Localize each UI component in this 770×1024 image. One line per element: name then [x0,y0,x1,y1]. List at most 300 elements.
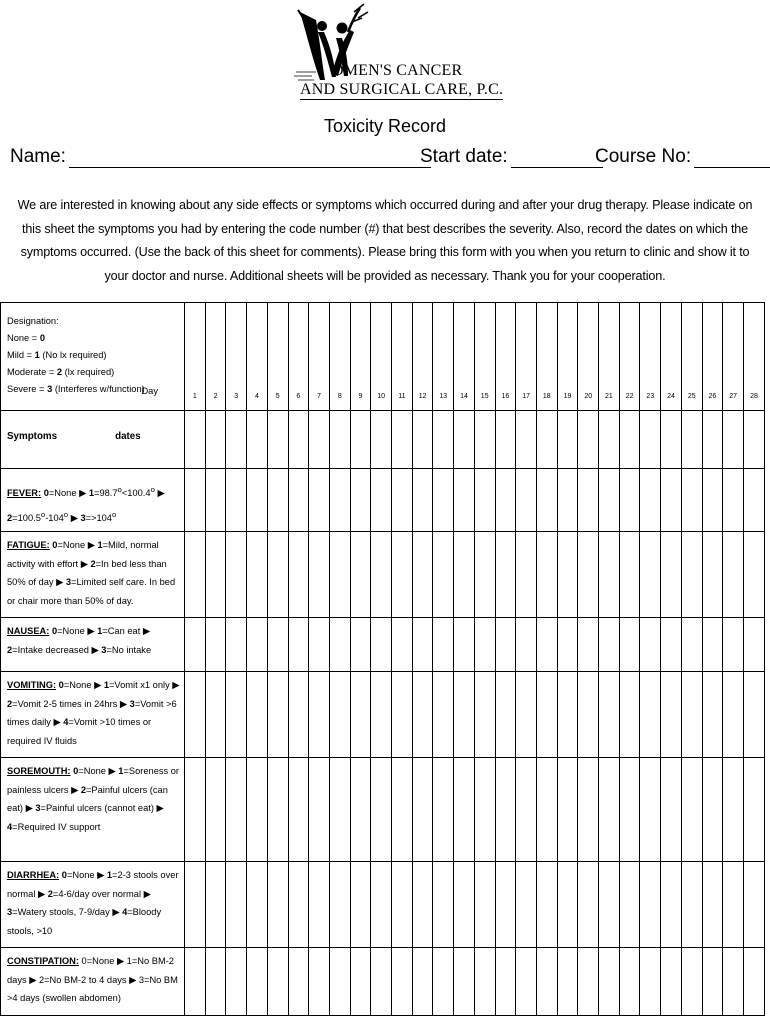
designation-code: 2 [56,367,63,377]
severity-entry-cell[interactable] [578,862,599,948]
symptom-name: VOMITING: [7,680,57,691]
instructions-paragraph: We are interested in knowing about any side effects or symptoms which occurred during and after your drug therapy. Please indicate on this sheet the symptoms you had by entering the code number (#) that best describes the severity. Also, record the dates on which the symptoms occurred. (Use the back of this sheet for comments). Please bring this form with you when you return to clinic and show it to your doctor and nurse. Additional sheets will be provided as necessary. Thank you for your cooperation. [17,198,753,283]
severity-entry-cell[interactable] [681,672,702,758]
severity-entry-cell[interactable] [743,672,764,758]
severity-entry-cell[interactable] [185,948,206,1016]
severity-entry-cell[interactable] [640,532,661,618]
severity-entry-cell[interactable] [702,862,723,948]
date-entry-cell[interactable] [516,411,537,469]
severity-entry-cell[interactable] [661,532,682,618]
severity-entry-cell[interactable] [495,532,516,618]
designation-note: (lx required) [62,367,115,377]
date-entry-cell[interactable] [578,411,599,469]
severity-entry-cell[interactable] [743,758,764,862]
day-column-header: 27 [723,303,744,411]
severity-entry-cell[interactable] [495,618,516,672]
severity-entry-cell[interactable] [350,532,371,618]
date-entry-cell[interactable] [702,411,723,469]
date-entry-cell[interactable] [371,411,392,469]
severity-entry-cell[interactable] [681,532,702,618]
symptom-name: SOREMOUTH: [7,766,71,777]
severity-entry-cell[interactable] [309,532,330,618]
severity-entry-cell[interactable] [412,948,433,1016]
symptom-row-soremouth [1,758,765,862]
severity-entry-cell[interactable] [495,948,516,1016]
day-column-header: 3 [226,303,247,411]
date-entry-cell[interactable] [619,411,640,469]
severity-entry-cell[interactable] [474,948,495,1016]
symptom-row-diarrhea [1,862,765,948]
severity-entry-cell[interactable] [309,672,330,758]
severity-entry-cell[interactable] [288,948,309,1016]
designation-line [7,347,180,364]
date-entry-cell[interactable] [247,411,268,469]
severity-entry-cell[interactable] [392,862,413,948]
severity-entry-cell[interactable] [578,469,599,532]
severity-entry-cell[interactable] [226,948,247,1016]
severity-entry-cell[interactable] [681,758,702,862]
severity-entry-cell[interactable] [226,532,247,618]
severity-entry-cell[interactable] [599,948,620,1016]
date-entry-cell[interactable] [267,411,288,469]
severity-entry-cell[interactable] [557,532,578,618]
severity-entry-cell[interactable] [247,948,268,1016]
day-column-header: 4 [247,303,268,411]
severity-entry-cell[interactable] [392,758,413,862]
symptom-name: CONSTIPATION: [7,956,79,967]
day-column-header: 28 [743,303,764,411]
severity-entry-cell[interactable] [702,672,723,758]
severity-entry-cell[interactable] [433,469,454,532]
severity-entry-cell[interactable] [681,469,702,532]
day-column-header: 14 [454,303,475,411]
day-column-header: 18 [536,303,557,411]
severity-entry-cell[interactable] [288,862,309,948]
severity-entry-cell[interactable] [578,618,599,672]
day-column-header: 23 [640,303,661,411]
date-entry-cell[interactable] [226,411,247,469]
severity-entry-cell[interactable] [516,618,537,672]
severity-entry-cell[interactable] [723,758,744,862]
severity-entry-cell[interactable] [205,948,226,1016]
severity-entry-cell[interactable] [185,469,206,532]
severity-entry-cell[interactable] [723,672,744,758]
severity-entry-cell[interactable] [329,672,350,758]
severity-entry-cell[interactable] [474,758,495,862]
start-date-input-line[interactable] [511,149,603,168]
symptom-row-constipation [1,948,765,1016]
severity-entry-cell[interactable] [681,862,702,948]
severity-entry-cell[interactable] [536,862,557,948]
severity-entry-cell[interactable] [454,618,475,672]
severity-entry-cell[interactable] [640,618,661,672]
date-entry-cell[interactable] [412,411,433,469]
day-column-header: 9 [350,303,371,411]
severity-entry-cell[interactable] [640,469,661,532]
severity-entry-cell[interactable] [578,758,599,862]
severity-entry-cell[interactable] [702,758,723,862]
severity-entry-cell[interactable] [640,758,661,862]
severity-entry-cell[interactable] [412,672,433,758]
severity-entry-cell[interactable] [702,469,723,532]
severity-entry-cell[interactable] [557,469,578,532]
severity-entry-cell[interactable] [433,862,454,948]
severity-entry-cell[interactable] [329,862,350,948]
day-column-header: 16 [495,303,516,411]
severity-entry-cell[interactable] [309,618,330,672]
severity-entry-cell[interactable] [578,948,599,1016]
date-entry-cell[interactable] [536,411,557,469]
severity-entry-cell[interactable] [619,532,640,618]
start-date-label: Start date: [420,146,508,167]
severity-entry-cell[interactable] [185,618,206,672]
severity-entry-cell[interactable] [267,948,288,1016]
severity-entry-cell[interactable] [619,469,640,532]
symptom-name: NAUSEA: [7,626,50,637]
severity-entry-cell[interactable] [350,758,371,862]
severity-entry-cell[interactable] [433,618,454,672]
severity-entry-cell[interactable] [433,672,454,758]
severity-entry-cell[interactable] [226,758,247,862]
date-entry-cell[interactable] [454,411,475,469]
symptom-row-fever [1,469,765,532]
severity-entry-cell[interactable] [226,672,247,758]
day-column-header: 8 [329,303,350,411]
date-entry-cell[interactable] [640,411,661,469]
designation-code: 0 [39,333,45,343]
designation-code: 1 [34,350,40,360]
day-column-header: 13 [433,303,454,411]
date-entry-cell[interactable] [433,411,454,469]
severity-entry-cell[interactable] [267,862,288,948]
date-entry-cell[interactable] [743,411,764,469]
severity-entry-cell[interactable] [619,862,640,948]
day-column-header: 7 [309,303,330,411]
severity-entry-cell[interactable] [619,948,640,1016]
severity-entry-cell[interactable] [723,862,744,948]
symptom-row-fatigue [1,532,765,618]
symptom-row-nausea [1,618,765,672]
severity-entry-cell[interactable] [702,948,723,1016]
severity-entry-cell[interactable] [350,618,371,672]
symptom-row-vomiting [1,672,765,758]
severity-entry-cell[interactable] [371,469,392,532]
severity-entry-cell[interactable] [495,672,516,758]
severity-entry-cell[interactable] [288,532,309,618]
severity-entry-cell[interactable] [371,948,392,1016]
severity-entry-cell[interactable] [619,758,640,862]
severity-entry-cell[interactable] [599,758,620,862]
severity-entry-cell[interactable] [661,758,682,862]
severity-entry-cell[interactable] [702,618,723,672]
severity-entry-cell[interactable] [536,672,557,758]
designation-code: 3 [47,384,53,394]
severity-entry-cell[interactable] [433,758,454,862]
severity-entry-cell[interactable] [474,672,495,758]
severity-entry-cell[interactable] [640,862,661,948]
designation-label: None = [7,333,40,343]
severity-entry-cell[interactable] [205,862,226,948]
severity-entry-cell[interactable] [392,532,413,618]
dates-header-label: dates [115,431,141,442]
severity-entry-cell[interactable] [185,862,206,948]
severity-entry-cell[interactable] [661,469,682,532]
severity-entry-cell[interactable] [205,469,226,532]
course-no-field[interactable] [595,146,770,168]
severity-entry-cell[interactable] [516,672,537,758]
severity-entry-cell[interactable] [640,672,661,758]
severity-entry-cell[interactable] [329,618,350,672]
severity-entry-cell[interactable] [247,672,268,758]
date-entry-cell[interactable] [661,411,682,469]
symptom-scale: 0=None ▶ 1=Vomit x1 only ▶ 2=Vomit 2-5 times in 24hrs ▶ 3=Vomit >6 times daily ▶ 4=Vomit >10 times or required IV fluids [7,680,180,746]
severity-entry-cell[interactable] [433,948,454,1016]
severity-entry-cell[interactable] [371,618,392,672]
day-column-header: 26 [702,303,723,411]
severity-entry-cell[interactable] [371,532,392,618]
severity-entry-cell[interactable] [371,862,392,948]
severity-entry-cell[interactable] [578,672,599,758]
severity-entry-cell[interactable] [454,948,475,1016]
severity-entry-cell[interactable] [185,532,206,618]
start-date-field[interactable] [420,146,603,168]
severity-entry-cell[interactable] [516,469,537,532]
severity-entry-cell[interactable] [267,618,288,672]
day-column-header: 15 [474,303,495,411]
severity-entry-cell[interactable] [412,469,433,532]
severity-entry-cell[interactable] [226,469,247,532]
designation-note: (No lx required) [39,350,107,360]
severity-entry-cell[interactable] [309,469,330,532]
severity-entry-cell[interactable] [247,862,268,948]
severity-entry-cell[interactable] [454,862,475,948]
designation-line [7,330,180,347]
symptoms-header-cell [1,411,185,469]
severity-entry-cell[interactable] [267,532,288,618]
severity-entry-cell[interactable] [205,758,226,862]
day-column-header: 21 [599,303,620,411]
date-entry-cell[interactable] [288,411,309,469]
severity-entry-cell[interactable] [185,672,206,758]
severity-entry-cell[interactable] [392,618,413,672]
severity-entry-cell[interactable] [619,672,640,758]
severity-entry-cell[interactable] [329,948,350,1016]
severity-entry-cell[interactable] [267,758,288,862]
severity-entry-cell[interactable] [619,618,640,672]
severity-entry-cell[interactable] [309,758,330,862]
date-entry-cell[interactable] [392,411,413,469]
severity-entry-cell[interactable] [371,758,392,862]
severity-entry-cell[interactable] [371,672,392,758]
severity-entry-cell[interactable] [454,672,475,758]
date-entry-cell[interactable] [350,411,371,469]
severity-entry-cell[interactable] [743,862,764,948]
severity-entry-cell[interactable] [516,948,537,1016]
severity-entry-cell[interactable] [516,758,537,862]
severity-entry-cell[interactable] [661,948,682,1016]
severity-entry-cell[interactable] [557,948,578,1016]
date-entry-cell[interactable] [557,411,578,469]
severity-entry-cell[interactable] [392,469,413,532]
severity-entry-cell[interactable] [536,758,557,862]
severity-entry-cell[interactable] [267,672,288,758]
designation-label: Moderate = [7,367,57,377]
severity-entry-cell[interactable] [743,948,764,1016]
symptom-scale: 0=None ▶ 1=2-3 stools over normal ▶ 2=4-6/day over normal ▶ 3=Watery stools, 7-9/day ▶ 4=Bloody stools, >10 [7,870,179,936]
date-entry-cell[interactable] [205,411,226,469]
name-label: Name: [10,146,66,167]
day-column-header: 17 [516,303,537,411]
severity-entry-cell[interactable] [288,758,309,862]
symptoms-header-label: Symptoms [7,431,58,442]
severity-entry-cell[interactable] [474,532,495,618]
severity-entry-cell[interactable] [557,672,578,758]
severity-entry-cell[interactable] [516,532,537,618]
date-entry-cell[interactable] [329,411,350,469]
designation-note: (Interferes w/function) [52,384,145,394]
symptom-scale: 0=None ▶ 1=No BM-2 days ▶ 2=No BM-2 to 4 days ▶ 3=No BM >4 days (swollen abdomen) [7,956,178,1004]
severity-entry-cell[interactable] [723,469,744,532]
day-label: Day [141,386,158,396]
severity-entry-cell[interactable] [247,469,268,532]
name-input-line[interactable] [69,149,431,168]
severity-entry-cell[interactable] [454,758,475,862]
severity-entry-cell[interactable] [288,469,309,532]
severity-entry-cell[interactable] [412,862,433,948]
severity-entry-cell[interactable] [412,618,433,672]
date-entry-cell[interactable] [681,411,702,469]
severity-entry-cell[interactable] [226,618,247,672]
severity-entry-cell[interactable] [557,618,578,672]
severity-entry-cell[interactable] [433,532,454,618]
severity-entry-cell[interactable] [474,469,495,532]
severity-entry-cell[interactable] [350,672,371,758]
severity-entry-cell[interactable] [723,948,744,1016]
severity-entry-cell[interactable] [412,758,433,862]
designation-heading: Designation: [7,316,59,326]
symptom-name: FEVER: [7,488,42,499]
symptom-scale: 0=None ▶ $1=98.7^o<100.4^o$ ▶ $2=100.5^o-104^o$ ▶ $3=>104^o$ [7,485,165,524]
severity-entry-cell[interactable] [495,758,516,862]
severity-entry-cell[interactable] [309,862,330,948]
severity-entry-cell[interactable] [723,532,744,618]
severity-entry-cell[interactable] [350,948,371,1016]
severity-entry-cell[interactable] [681,948,702,1016]
severity-entry-cell[interactable] [495,469,516,532]
severity-entry-cell[interactable] [329,532,350,618]
severity-entry-cell[interactable] [599,532,620,618]
severity-entry-cell[interactable] [536,948,557,1016]
symptom-description-nausea [1,618,185,672]
severity-entry-cell[interactable] [599,469,620,532]
date-entry-cell[interactable] [599,411,620,469]
severity-entry-cell[interactable] [226,862,247,948]
severity-entry-cell[interactable] [640,948,661,1016]
symptom-description-constipation [1,948,185,1016]
severity-entry-cell[interactable] [350,469,371,532]
severity-entry-cell[interactable] [516,862,537,948]
severity-entry-cell[interactable] [454,532,475,618]
severity-entry-cell[interactable] [536,532,557,618]
severity-entry-cell[interactable] [412,532,433,618]
severity-entry-cell[interactable] [599,862,620,948]
severity-entry-cell[interactable] [247,618,268,672]
severity-entry-cell[interactable] [599,672,620,758]
symptom-name: DIARRHEA: [7,870,60,881]
severity-entry-cell[interactable] [723,618,744,672]
severity-entry-cell[interactable] [329,758,350,862]
day-column-header: 11 [392,303,413,411]
severity-entry-cell[interactable] [267,469,288,532]
symptom-description-fatigue [1,532,185,618]
severity-entry-cell[interactable] [392,948,413,1016]
symptom-description-diarrhea [1,862,185,948]
severity-entry-cell[interactable] [599,618,620,672]
severity-entry-cell[interactable] [661,618,682,672]
severity-entry-cell[interactable] [536,618,557,672]
severity-entry-cell[interactable] [743,469,764,532]
severity-entry-cell[interactable] [205,532,226,618]
severity-entry-cell[interactable] [743,532,764,618]
date-entry-cell[interactable] [185,411,206,469]
patient-fields [10,146,762,176]
severity-entry-cell[interactable] [247,758,268,862]
severity-entry-cell[interactable] [661,672,682,758]
severity-entry-cell[interactable] [557,758,578,862]
day-column-header: 6 [288,303,309,411]
severity-entry-cell[interactable] [205,672,226,758]
symptom-scale: 0=None ▶ 1=Mild, normal activity with effort ▶ 2=In bed less than 50% of day ▶ 3=Limited self care. In bed or chair more than 50% of day. [7,540,176,606]
day-column-header: 1 [185,303,206,411]
date-entry-cell[interactable] [309,411,330,469]
severity-entry-cell[interactable] [495,862,516,948]
day-column-header: 2 [205,303,226,411]
severity-entry-cell[interactable] [536,469,557,532]
severity-entry-cell[interactable] [557,862,578,948]
day-column-header: 10 [371,303,392,411]
severity-entry-cell[interactable] [329,469,350,532]
day-column-header: 20 [578,303,599,411]
date-entry-cell[interactable] [495,411,516,469]
severity-entry-cell[interactable] [247,532,268,618]
severity-entry-cell[interactable] [743,618,764,672]
date-entry-cell[interactable] [474,411,495,469]
designation-line [7,364,180,381]
severity-entry-cell[interactable] [454,469,475,532]
logo-text-line1: OMEN'S CANCER [332,62,463,79]
severity-entry-cell[interactable] [702,532,723,618]
severity-entry-cell[interactable] [578,532,599,618]
severity-entry-cell[interactable] [474,618,495,672]
severity-entry-cell[interactable] [474,862,495,948]
toxicity-grid [0,302,765,1016]
symptom-description-fever [1,469,185,532]
name-field[interactable] [10,146,431,168]
course-no-input-line[interactable] [694,149,770,168]
day-column-header: 19 [557,303,578,411]
severity-entry-cell[interactable] [392,672,413,758]
date-entry-cell[interactable] [723,411,744,469]
severity-entry-cell[interactable] [205,618,226,672]
designation-legend [1,303,185,411]
severity-entry-cell[interactable] [288,618,309,672]
severity-entry-cell[interactable] [350,862,371,948]
severity-entry-cell[interactable] [185,758,206,862]
severity-entry-cell[interactable] [309,948,330,1016]
severity-entry-cell[interactable] [681,618,702,672]
severity-entry-cell[interactable] [661,862,682,948]
severity-entry-cell[interactable] [288,672,309,758]
